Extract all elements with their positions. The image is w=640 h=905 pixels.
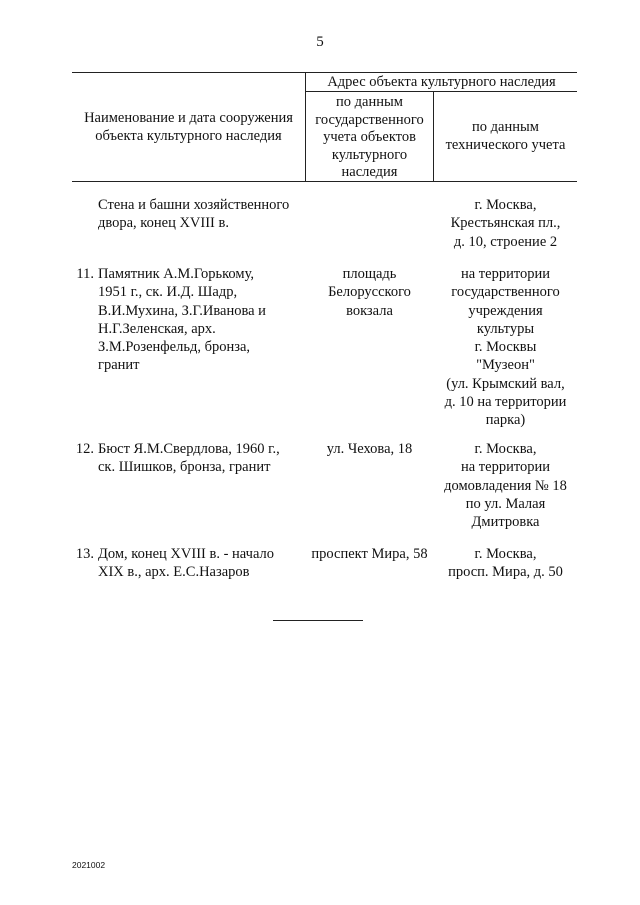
row-11-state-address [306, 265, 433, 320]
state-line: площадь [342, 266, 397, 282]
tech-line: г. Москва, [474, 546, 537, 562]
state-line: Белорусского [328, 284, 411, 301]
tech-line: г. Москва, [474, 441, 537, 457]
row-12-name [98, 440, 303, 477]
name-line: XIX в., арх. Е.С.Назаров [98, 564, 250, 581]
tech-line: государственного [451, 284, 560, 301]
row-0-tech-address [434, 196, 577, 251]
tech-line: Дмитровка [471, 514, 540, 531]
table-top-rule [72, 72, 577, 73]
tech-line: просп. Мира, д. 50 [448, 564, 563, 581]
tech-line: парка) [485, 412, 526, 429]
header-name-column [74, 110, 303, 145]
page-number: 5 [316, 34, 324, 50]
name-line: Бюст Я.М.Свердлова, 1960 г., [98, 441, 280, 457]
state-line: проспект Мира, 58 [311, 546, 428, 562]
name-line: двора, конец XVIII в. [98, 215, 229, 232]
row-13-state-address [306, 545, 433, 563]
header-state-line: культурного [331, 146, 408, 163]
header-state-line: по данным [336, 94, 403, 110]
header-name-line: объекта культурного наследия [95, 127, 282, 144]
name-line: гранит [98, 357, 140, 374]
name-line: Памятник А.М.Горькому, [98, 266, 254, 282]
row-12-tech-address [434, 440, 577, 531]
row-12-state-address [306, 440, 433, 458]
state-line: вокзала [346, 302, 393, 319]
row-12-number: 12. [75, 441, 94, 457]
row-13-tech-address [434, 545, 577, 582]
end-of-table-divider [273, 620, 363, 621]
tech-line: г. Москвы [474, 339, 537, 356]
name-line: В.И.Мухина, З.Г.Иванова и [98, 302, 266, 319]
tech-line: Крестьянская пл., [450, 215, 561, 232]
tech-line: "Музеон" [476, 357, 535, 374]
row-0-name [98, 196, 303, 233]
name-line: Стена и башни хозяйственного [98, 197, 290, 213]
header-tech-line: по данным [472, 119, 539, 135]
tech-line: домовладения № 18 [444, 477, 567, 494]
row-13-number: 13. [75, 546, 94, 562]
tech-line: (ул. Крымский вал, [446, 375, 565, 392]
header-tech-column [434, 119, 577, 154]
header-state-line: наследия [341, 164, 398, 181]
name-line: Н.Г.Зеленская, арх. [98, 320, 216, 337]
row-11-name [98, 265, 303, 375]
row-11-tech-address [434, 265, 577, 430]
tech-line: учреждения [468, 302, 543, 319]
header-state-column [306, 94, 433, 182]
tech-line: г. Москва, [474, 197, 537, 213]
header-name-line: Наименование и дата сооружения [84, 110, 293, 126]
tech-line: на территории [460, 266, 551, 282]
name-line: ск. Шишков, бронза, гранит [98, 459, 271, 476]
tech-line: культуры [476, 320, 535, 337]
name-line: 1951 г., ск. И.Д. Шадр, [98, 284, 238, 301]
tech-line: д. 10 на территории [444, 394, 567, 411]
row-11-number: 11. [76, 266, 94, 282]
tech-line: д. 10, строение 2 [453, 233, 558, 250]
header-address-group: Адрес объекта культурного наследия [327, 74, 556, 90]
row-13-name [98, 545, 303, 582]
tech-line: на территории [460, 459, 551, 476]
header-tech-line: технического учета [445, 136, 566, 153]
header-state-line: государственного [315, 111, 424, 128]
state-line: ул. Чехова, 18 [326, 441, 413, 457]
document-code: 2021002 [72, 860, 106, 870]
name-line: З.М.Розенфельд, бронза, [98, 339, 251, 356]
tech-line: по ул. Малая [465, 495, 546, 512]
name-line: Дом, конец XVIII в. - начало [98, 546, 274, 562]
header-state-line: учета объектов [323, 129, 416, 146]
